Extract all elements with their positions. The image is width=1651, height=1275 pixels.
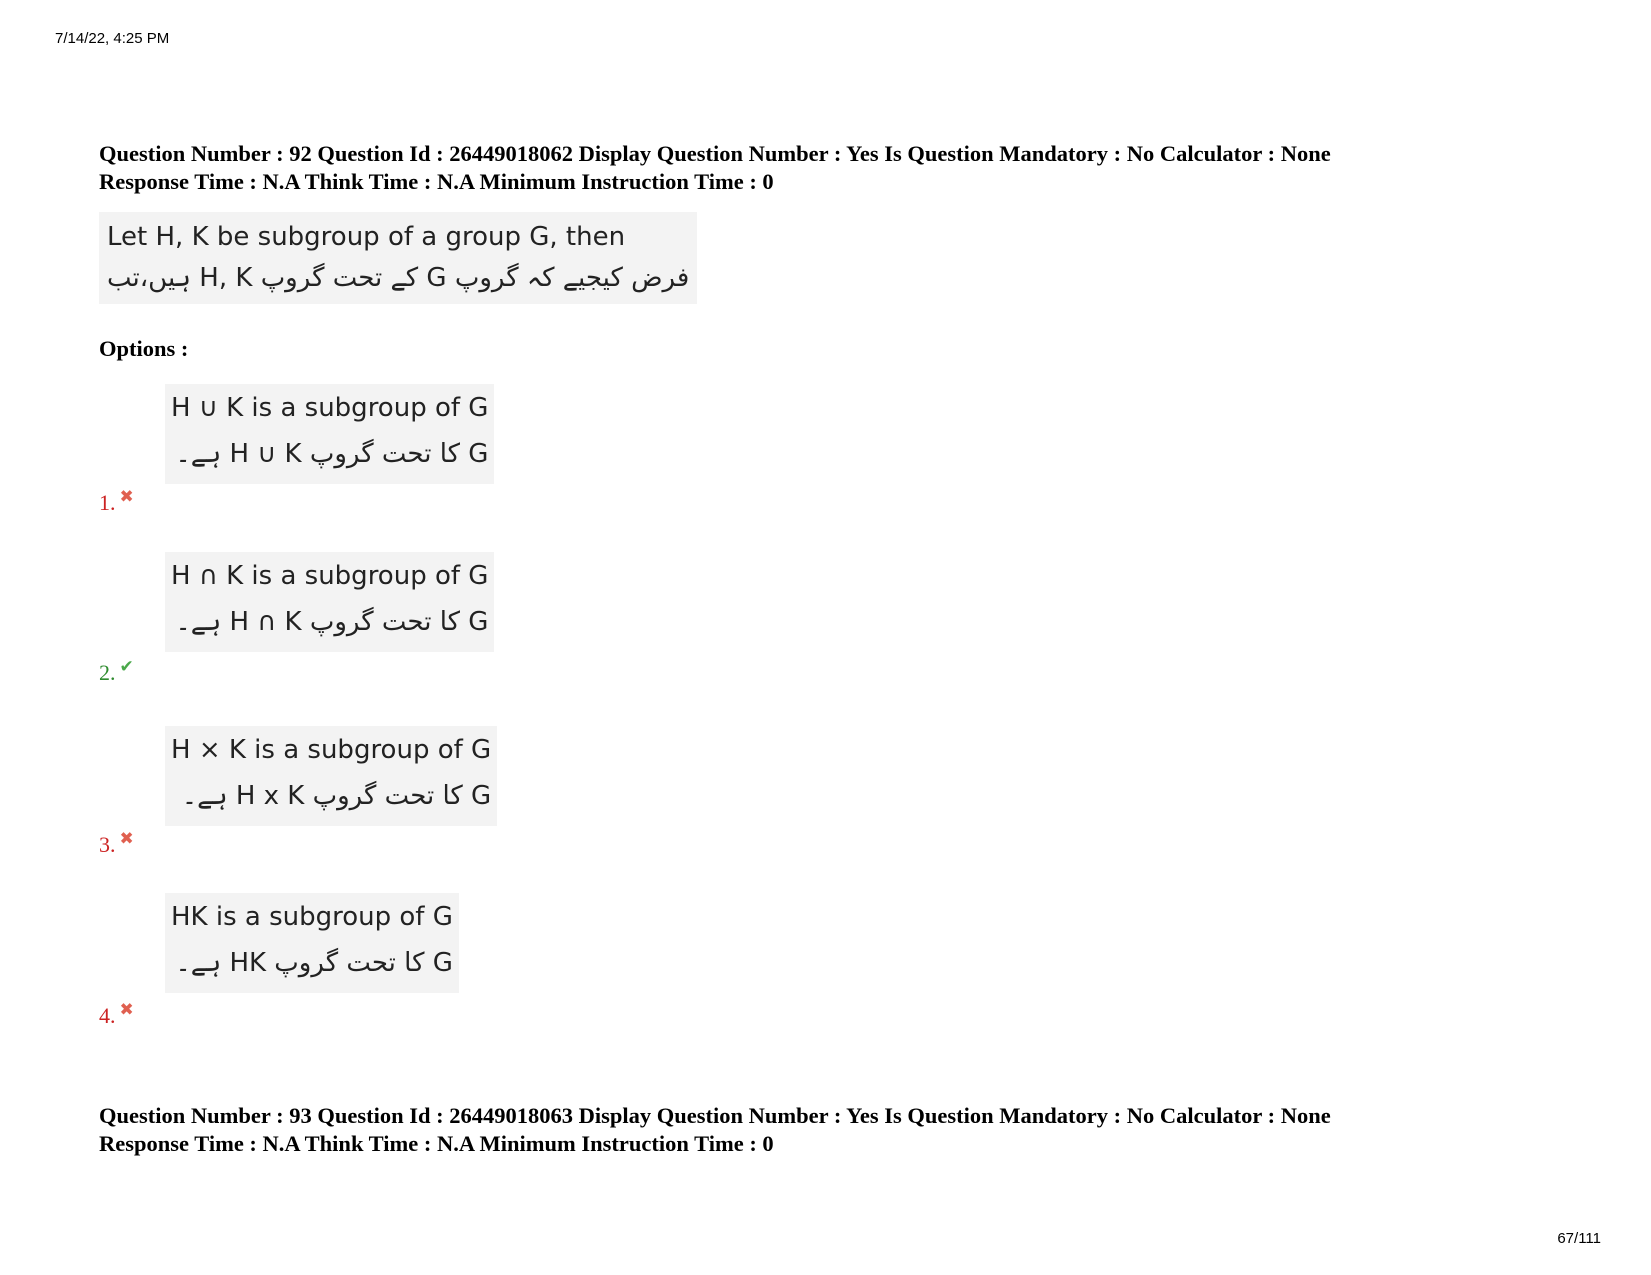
question-92-text-en: Let H, K be subgroup of a group G, then [107, 222, 626, 252]
print-date: 7/14/22, 4:25 PM [55, 30, 170, 47]
option-4 [99, 893, 699, 1028]
question-93-meta-line2: Response Time : N.A Think Time : N.A Minimum Instruction Time : 0 [99, 1131, 774, 1156]
option-2 [99, 552, 699, 685]
cross-icon: ✖ [119, 1000, 134, 1020]
option-3-text-en: H × K is a subgroup of G [171, 735, 492, 765]
option-4-number [99, 1000, 134, 1029]
question-92-meta-line2: Response Time : N.A Think Time : N.A Minimum Instruction Time : 0 [99, 169, 774, 194]
option-3 [99, 726, 699, 856]
page-number: 67/111 [1557, 1230, 1601, 1247]
option-2-text-en: H ∩ K is a subgroup of G [171, 561, 489, 591]
question-93-meta-line1: Question Number : 93 Question Id : 26449018063 Display Question Number : Yes Is Question Mandatory : No Calculator : None [99, 1103, 1331, 1128]
option-1 [99, 384, 699, 514]
option-4-label: 4. [99, 1003, 116, 1028]
option-1-text-en: H ∪ K is a subgroup of G [171, 393, 489, 423]
option-4-text-ur: G کا تحت گروپ HK ہے۔ [175, 948, 453, 978]
cross-icon: ✖ [119, 487, 134, 507]
question-92-text-ur: فرض کیجیے کہ گروپ G کے تحت گروپ H, K ہیں،تب [107, 263, 690, 293]
option-3-label: 3. [99, 832, 116, 857]
question-92-text-image [99, 212, 697, 304]
option-2-text-ur: G کا تحت گروپ H ∩ K ہے۔ [175, 607, 489, 637]
question-92-meta [99, 140, 1599, 196]
option-1-text-ur: G کا تحت گروپ H ∪ K ہے۔ [175, 439, 489, 469]
option-2-image [165, 552, 494, 652]
options-label: Options : [99, 336, 189, 361]
option-1-image [165, 384, 494, 484]
check-icon: ✔ [119, 657, 134, 677]
option-1-number [99, 487, 134, 516]
option-3-image [165, 726, 497, 826]
option-1-label: 1. [99, 490, 116, 515]
option-3-text-ur: G کا تحت گروپ H x K ہے۔ [181, 781, 492, 811]
option-2-number [99, 657, 134, 686]
question-92-meta-line1: Question Number : 92 Question Id : 26449018062 Display Question Number : Yes Is Question Mandatory : No Calculator : None [99, 141, 1331, 166]
question-93-meta [99, 1102, 1599, 1158]
option-3-number [99, 829, 134, 858]
option-4-image [165, 893, 459, 993]
cross-icon: ✖ [119, 829, 134, 849]
option-4-text-en: HK is a subgroup of G [171, 902, 453, 932]
option-2-label: 2. [99, 660, 116, 685]
